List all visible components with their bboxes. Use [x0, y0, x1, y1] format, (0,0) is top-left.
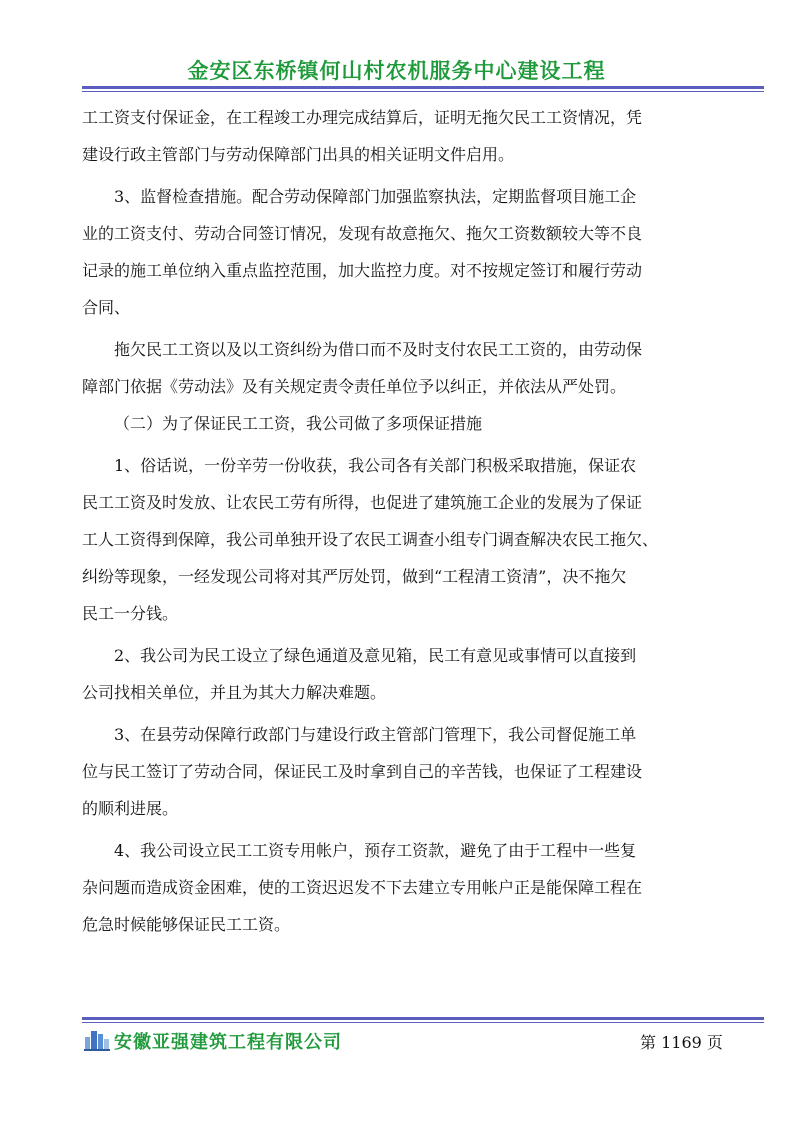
footer-company-name: 安徽亚强建筑工程有限公司 [114, 1032, 342, 1053]
text-line: 4、我公司设立民工工资专用帐户，预存工资款，避免了由于工程中一些复 [114, 841, 637, 860]
text-line: 危急时候能够保证民工工资。 [82, 915, 291, 934]
text-line: 拖欠民工工资以及以工资纠纷为借口而不及时支付农民工工资的，由劳动保 [114, 340, 643, 359]
text-line: 3、监督检查措施。配合劳动保障部门加强监察执法，定期监督项目施工企 [114, 187, 637, 206]
text-line: 3、在县劳动保障行政部门与建设行政主管部门管理下，我公司督促施工单 [114, 725, 637, 744]
document-body [82, 99, 764, 943]
text-line: 合同、 [82, 298, 131, 317]
text-line: 1、俗话说，一份辛劳一份收获，我公司各有关部门积极采取措施，保证农 [114, 456, 637, 475]
section-heading: （二）为了保证民工工资，我公司做了多项保证措施 [114, 414, 483, 433]
text-line: 民工工资及时发放、让农民工劳有所得，也促进了建筑施工企业的发展为了保证 [82, 493, 643, 512]
text-line: 记录的施工单位纳入重点监控范围，加大监控力度。对不按规定签订和履行劳动 [82, 261, 643, 280]
text-line: 公司找相关单位，并且为其大力解决难题。 [82, 683, 387, 702]
header-divider-thin [82, 91, 764, 92]
text-line: 位与民工签订了劳动合同，保证民工及时拿到自己的辛苦钱，也保证了工程建设 [82, 762, 643, 781]
page-header-title: 金安区东桥镇何山村农机服务中心建设工程 [187, 59, 606, 83]
text-line: 业的工资支付、劳动合同签订情况，发现有故意拖欠、拖欠工资数额较大等不良 [82, 224, 643, 243]
text-line: 2、我公司为民工设立了绿色通道及意见箱，民工有意见或事情可以直接到 [114, 646, 637, 665]
text-line: 障部门依据《劳动法》及有关规定责令责任单位予以纠正，并依法从严处罚。 [82, 377, 627, 396]
text-line: 工人工资得到保障，我公司单独开设了农民工调查小组专门调查解决农民工拖欠、 [82, 530, 659, 549]
building-logo-icon [84, 1027, 110, 1051]
text-line: 的顺利进展。 [82, 799, 179, 818]
footer-divider-thick [82, 1017, 764, 1020]
footer-divider-thin [82, 1022, 764, 1023]
text-line: 杂问题而造成资金困难，使的工资迟迟发不下去建立专用帐户正是能保障工程在 [82, 878, 643, 897]
text-line: 建设行政主管部门与劳动保障部门出具的相关证明文件启用。 [82, 145, 515, 164]
header-divider-thick [82, 86, 764, 89]
text-line: 工工资支付保证金，在工程竣工办理完成结算后，证明无拖欠民工工资情况，凭 [82, 108, 643, 127]
page-number: 第 1169 页 [640, 1033, 723, 1052]
text-line: 民工一分钱。 [82, 604, 179, 623]
text-line: 纠纷等现象，一经发现公司将对其严厉处罚，做到“工程清工资清”，决不拖欠 [82, 567, 627, 586]
